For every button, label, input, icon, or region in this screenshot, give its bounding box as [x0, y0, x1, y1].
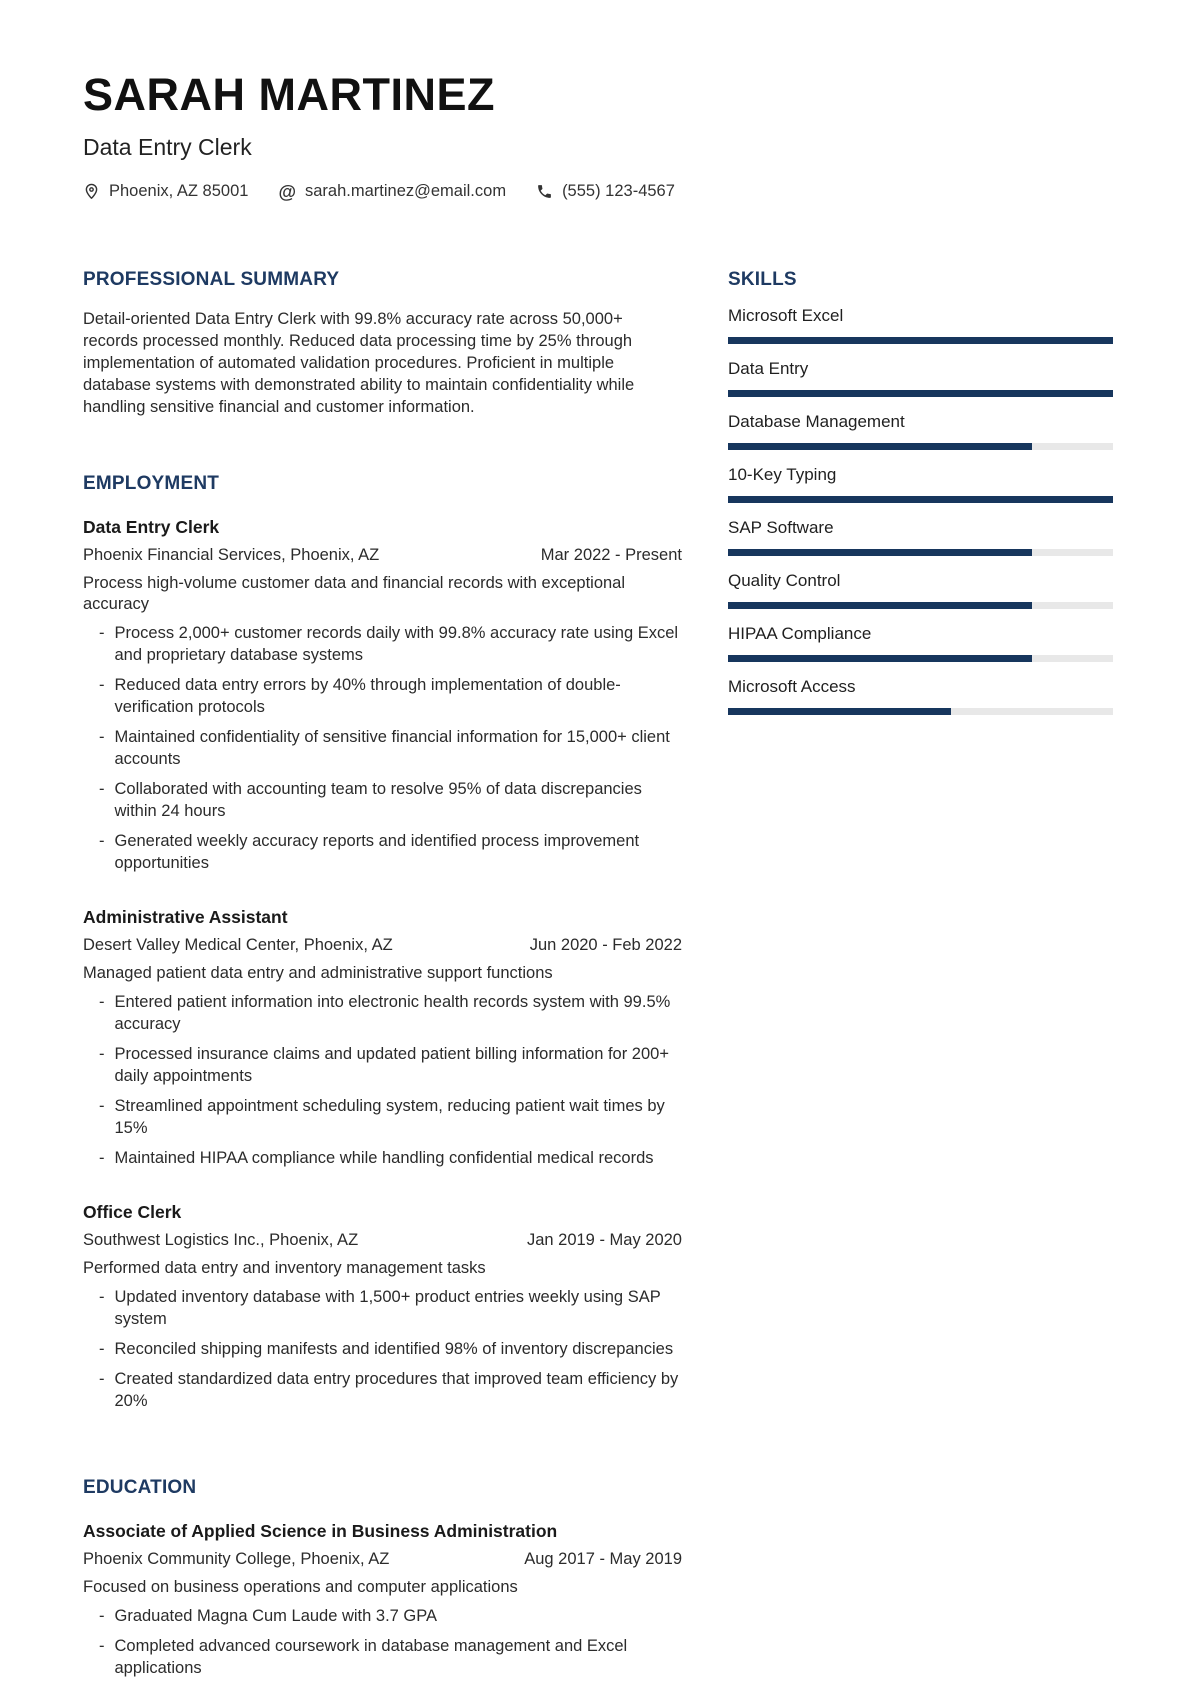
job-title: Data Entry Clerk [83, 516, 220, 537]
degree-title: Associate of Applied Science in Business Administration [83, 1520, 558, 1541]
bullet-dash: - [99, 1096, 105, 1115]
bullet-item [83, 1287, 682, 1331]
location-pin-icon [83, 183, 100, 200]
education-description: Focused on business operations and computer applications [83, 1577, 518, 1596]
job-meta-row [83, 546, 682, 565]
bullet-dash: - [99, 1045, 105, 1064]
candidate-job-title: Data Entry Clerk [83, 134, 252, 160]
bullet-dash: - [99, 676, 105, 695]
skill-item [728, 571, 1113, 609]
skill-bar-track [728, 443, 1113, 450]
job-description: Process high-volume customer data and financial records with exceptional accuracy [83, 573, 626, 613]
skills-column [728, 269, 1113, 1680]
job-company: Southwest Logistics Inc., Phoenix, AZ [83, 1230, 359, 1249]
phone-icon [536, 183, 553, 200]
contact-location [83, 182, 248, 201]
skill-bar-fill [728, 390, 1113, 397]
job-company: Desert Valley Medical Center, Phoenix, AZ [83, 935, 393, 954]
bullet-item [83, 831, 682, 875]
bullet-text: Reconciled shipping manifests and identified 98% of inventory discrepancies [114, 1340, 674, 1359]
skill-name: Microsoft Access [728, 677, 856, 696]
bullet-text: Completed advanced coursework in database management and Excel applications [114, 1637, 628, 1678]
bullet-dash: - [99, 831, 105, 850]
summary-section [83, 269, 682, 419]
bullet-item [83, 992, 682, 1036]
education-heading: EDUCATION [83, 1476, 197, 1498]
contact-row [83, 182, 1113, 201]
job-title: Administrative Assistant [83, 906, 288, 927]
contact-email [278, 182, 506, 201]
skill-name: Quality Control [728, 571, 841, 590]
bullet-item [83, 1636, 682, 1680]
skill-name: Database Management [728, 412, 905, 431]
job-bullets [83, 1287, 682, 1413]
skill-bar-fill [728, 496, 1113, 503]
bullet-item [83, 1339, 682, 1361]
main-column [83, 269, 682, 1680]
bullet-text: Streamlined appointment scheduling system, reducing patient wait times by 15% [114, 1096, 665, 1137]
skill-name: HIPAA Compliance [728, 624, 872, 643]
candidate-name: SARAH MARTINEZ [83, 69, 495, 120]
skill-bar-fill [728, 602, 1032, 609]
contact-phone [536, 182, 675, 201]
bullet-text: Maintained confidentiality of sensitive financial information for 15,000+ client accounts [114, 728, 670, 769]
bullet-dash: - [99, 993, 105, 1012]
bullet-text: Processed insurance claims and updated patient billing information for 200+ daily appointments [114, 1045, 669, 1086]
skill-bar-fill [728, 549, 1032, 556]
email-text: sarah.martinez@email.com [305, 182, 507, 200]
bullet-item [83, 1148, 682, 1170]
education-bullets [83, 1606, 682, 1680]
skill-name: Data Entry [728, 359, 809, 378]
bullet-dash: - [99, 728, 105, 747]
bullet-text: Maintained HIPAA compliance while handling confidential medical records [114, 1148, 654, 1167]
skills-heading: SKILLS [728, 269, 797, 290]
bullet-text: Process 2,000+ customer records daily with 99.8% accuracy rate using Excel and proprietary database systems [114, 624, 679, 665]
skill-bar-fill [728, 337, 1113, 344]
job-dates: Mar 2022 - Present [540, 545, 682, 564]
bullet-text: Collaborated with accounting team to resolve 95% of data discrepancies within 24 hours [114, 780, 642, 820]
bullet-item [83, 623, 682, 667]
bullet-text: Graduated Magna Cum Laude with 3.7 GPA [114, 1607, 438, 1626]
bullet-item [83, 1044, 682, 1088]
education-entry [83, 1521, 682, 1680]
skill-item [728, 359, 1113, 397]
bullet-dash: - [99, 1340, 105, 1359]
skill-bar-fill [728, 443, 1032, 450]
skill-bar-track [728, 708, 1113, 715]
bullet-text: Entered patient information into electronic health records system with 99.5% accuracy [114, 993, 671, 1034]
bullet-dash: - [99, 780, 105, 799]
bullet-dash: - [99, 1607, 105, 1626]
skill-bar-fill [728, 655, 1032, 662]
skill-name: SAP Software [728, 518, 834, 537]
skill-bar-track [728, 602, 1113, 609]
bullet-item [83, 675, 682, 719]
skill-item [728, 306, 1113, 344]
skill-bar-track [728, 496, 1113, 503]
job-entry [83, 517, 682, 875]
bullet-dash: - [99, 1637, 105, 1656]
bullet-dash: - [99, 1148, 105, 1167]
education-dates: Aug 2017 - May 2019 [524, 1549, 682, 1568]
job-company: Phoenix Financial Services, Phoenix, AZ [83, 545, 380, 564]
bullet-dash: - [99, 1288, 105, 1307]
skill-item [728, 624, 1113, 662]
location-text: Phoenix, AZ 85001 [109, 182, 249, 200]
bullet-item [83, 779, 682, 823]
resume-header [83, 69, 1113, 202]
skill-name: 10-Key Typing [728, 465, 837, 484]
skill-bar-track [728, 390, 1113, 397]
bullet-item [83, 1096, 682, 1140]
job-meta-row [83, 936, 682, 955]
bullet-item [83, 727, 682, 771]
employment-heading: EMPLOYMENT [83, 472, 220, 494]
skill-bar-track [728, 337, 1113, 344]
job-entry [83, 1202, 682, 1413]
job-title: Office Clerk [83, 1201, 182, 1222]
summary-heading: PROFESSIONAL SUMMARY [83, 269, 340, 290]
two-column-layout [83, 269, 1113, 1680]
employment-section [83, 473, 682, 1413]
skill-item [728, 677, 1113, 715]
skill-item [728, 412, 1113, 450]
school-name: Phoenix Community College, Phoenix, AZ [83, 1549, 390, 1568]
summary-text: Detail-oriented Data Entry Clerk with 99.8% accuracy rate across 50,000+ records processed monthly. Reduced data processing time by 25% through implementation of automated validation procedures. Proficient in multiple database systems with demonstrated ability to maintain confidentiality while handling sensitive financial and customer information. [83, 310, 635, 417]
education-meta-row [83, 1550, 682, 1569]
job-description: Managed patient data entry and administrative support functions [83, 963, 553, 982]
bullet-text: Generated weekly accuracy reports and identified process improvement opportunities [114, 831, 640, 872]
job-dates: Jan 2019 - May 2020 [526, 1230, 682, 1249]
email-at-icon: @ [278, 181, 296, 202]
bullet-text: Reduced data entry errors by 40% through implementation of double-verification protocols [114, 676, 621, 717]
job-bullets [83, 992, 682, 1170]
job-entry [83, 907, 682, 1170]
skill-bar-fill [728, 708, 951, 715]
skill-item [728, 518, 1113, 556]
bullet-text: Created standardized data entry procedures that improved team efficiency by 20% [114, 1370, 679, 1410]
skill-bar-track [728, 549, 1113, 556]
bullet-item [83, 1369, 682, 1413]
bullet-dash: - [99, 624, 105, 643]
phone-text: (555) 123-4567 [562, 182, 675, 200]
education-section [83, 1477, 682, 1680]
skill-bar-track [728, 655, 1113, 662]
job-dates: Jun 2020 - Feb 2022 [529, 935, 682, 954]
job-description: Performed data entry and inventory management tasks [83, 1258, 486, 1277]
skill-name: Microsoft Excel [728, 306, 844, 325]
bullet-item [83, 1606, 682, 1628]
job-bullets [83, 623, 682, 874]
job-meta-row [83, 1231, 682, 1250]
skill-item [728, 465, 1113, 503]
bullet-dash: - [99, 1370, 105, 1389]
bullet-text: Updated inventory database with 1,500+ product entries weekly using SAP system [114, 1288, 661, 1329]
